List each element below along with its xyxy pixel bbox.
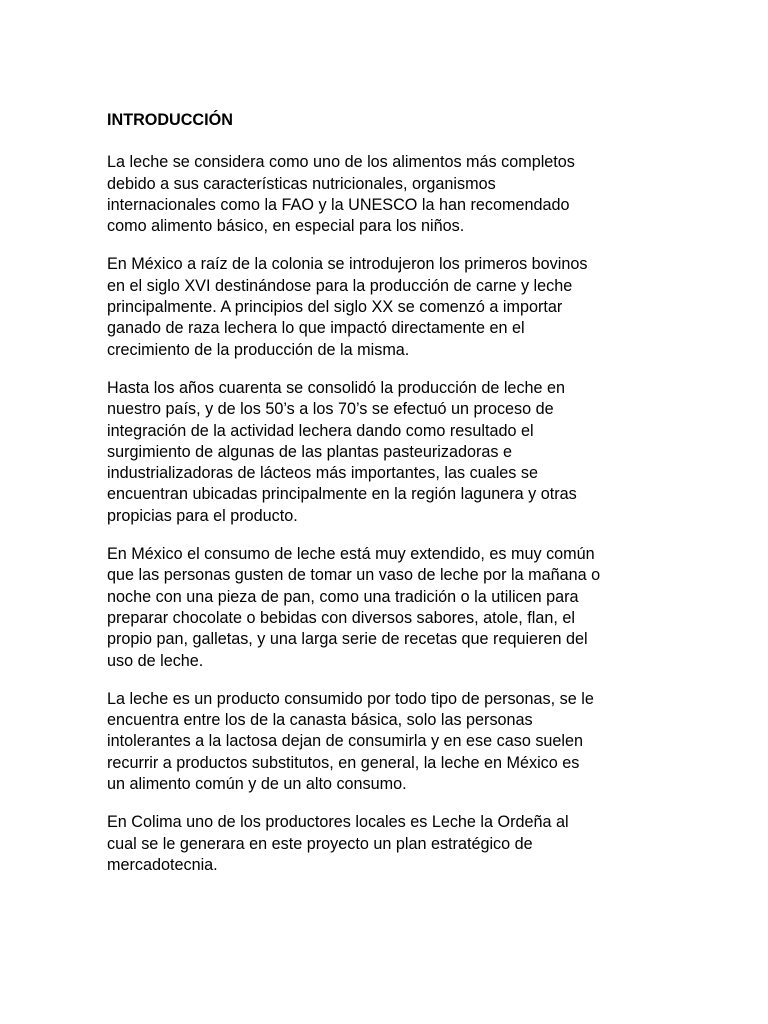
text-line: encuentran ubicadas principalmente en la región lagunera y otras (107, 485, 577, 504)
text-line: que las personas gusten de tomar un vaso de leche por la mañana o (107, 566, 601, 585)
text-line: En México a raíz de la colonia se introdujeron los primeros bovinos (107, 255, 588, 274)
document-body (107, 110, 667, 893)
paragraph-6 (107, 812, 667, 876)
text-line: debido a sus características nutricionales, organismos (107, 174, 496, 193)
text-line: En México el consumo de leche está muy extendido, es muy común (107, 545, 595, 564)
text-line: integración de la actividad lechera dando como resultado el (107, 421, 534, 440)
paragraph-5 (107, 689, 667, 795)
text-line: En Colima uno de los productores locales es Leche la Ordeña al (107, 813, 569, 832)
text-line: internacionales como la FAO y la UNESCO la han recomendado (107, 195, 570, 214)
text-line: cual se le generara en este proyecto un plan estratégico de (107, 834, 533, 853)
text-line: recurrir a productos substitutos, en general, la leche en México es (107, 753, 580, 772)
text-line: propicias para el producto. (107, 506, 298, 525)
paragraph-1 (107, 152, 667, 237)
paragraph-2 (107, 254, 667, 360)
text-line: ganado de raza lechera lo que impactó directamente en el (107, 319, 525, 338)
text-line: nuestro país, y de los 50’s a los 70’s se efectuó un proceso de (107, 400, 554, 419)
text-line: La leche se considera como uno de los alimentos más completos (107, 153, 575, 172)
text-line: principalmente. A principios del siglo XX se comenzó a importar (107, 298, 563, 317)
text-line: propio pan, galletas, y una larga serie de recetas que requieren del (107, 630, 588, 649)
text-line: La leche es un producto consumido por todo tipo de personas, se le (107, 689, 594, 708)
text-line: un alimento común y de un alto consumo. (107, 775, 407, 794)
text-line: preparar chocolate o bebidas con diversos sabores, atole, flan, el (107, 608, 575, 627)
text-line: intolerantes a la lactosa dejan de consumirla y en ese caso suelen (107, 732, 584, 751)
text-line: como alimento básico, en especial para los niños. (107, 217, 465, 236)
text-line: mercadotecnia. (107, 855, 218, 874)
text-line: en el siglo XVI destinándose para la producción de carne y leche (107, 276, 573, 295)
paragraph-4 (107, 544, 667, 672)
text-line: crecimiento de la producción de la misma. (107, 340, 410, 359)
paragraph-3 (107, 378, 667, 527)
section-heading: INTRODUCCIÓN (107, 111, 233, 129)
text-line: noche con una pieza de pan, como una tradición o la utilicen para (107, 587, 579, 606)
text-line: industrializadoras de lácteos más importantes, las cuales se (107, 464, 538, 483)
text-line: Hasta los años cuarenta se consolidó la producción de leche en (107, 378, 566, 397)
text-line: encuentra entre los de la canasta básica, solo las personas (107, 711, 533, 730)
text-line: surgimiento de algunas de las plantas pasteurizadoras e (107, 442, 512, 461)
text-line: uso de leche. (107, 651, 204, 670)
